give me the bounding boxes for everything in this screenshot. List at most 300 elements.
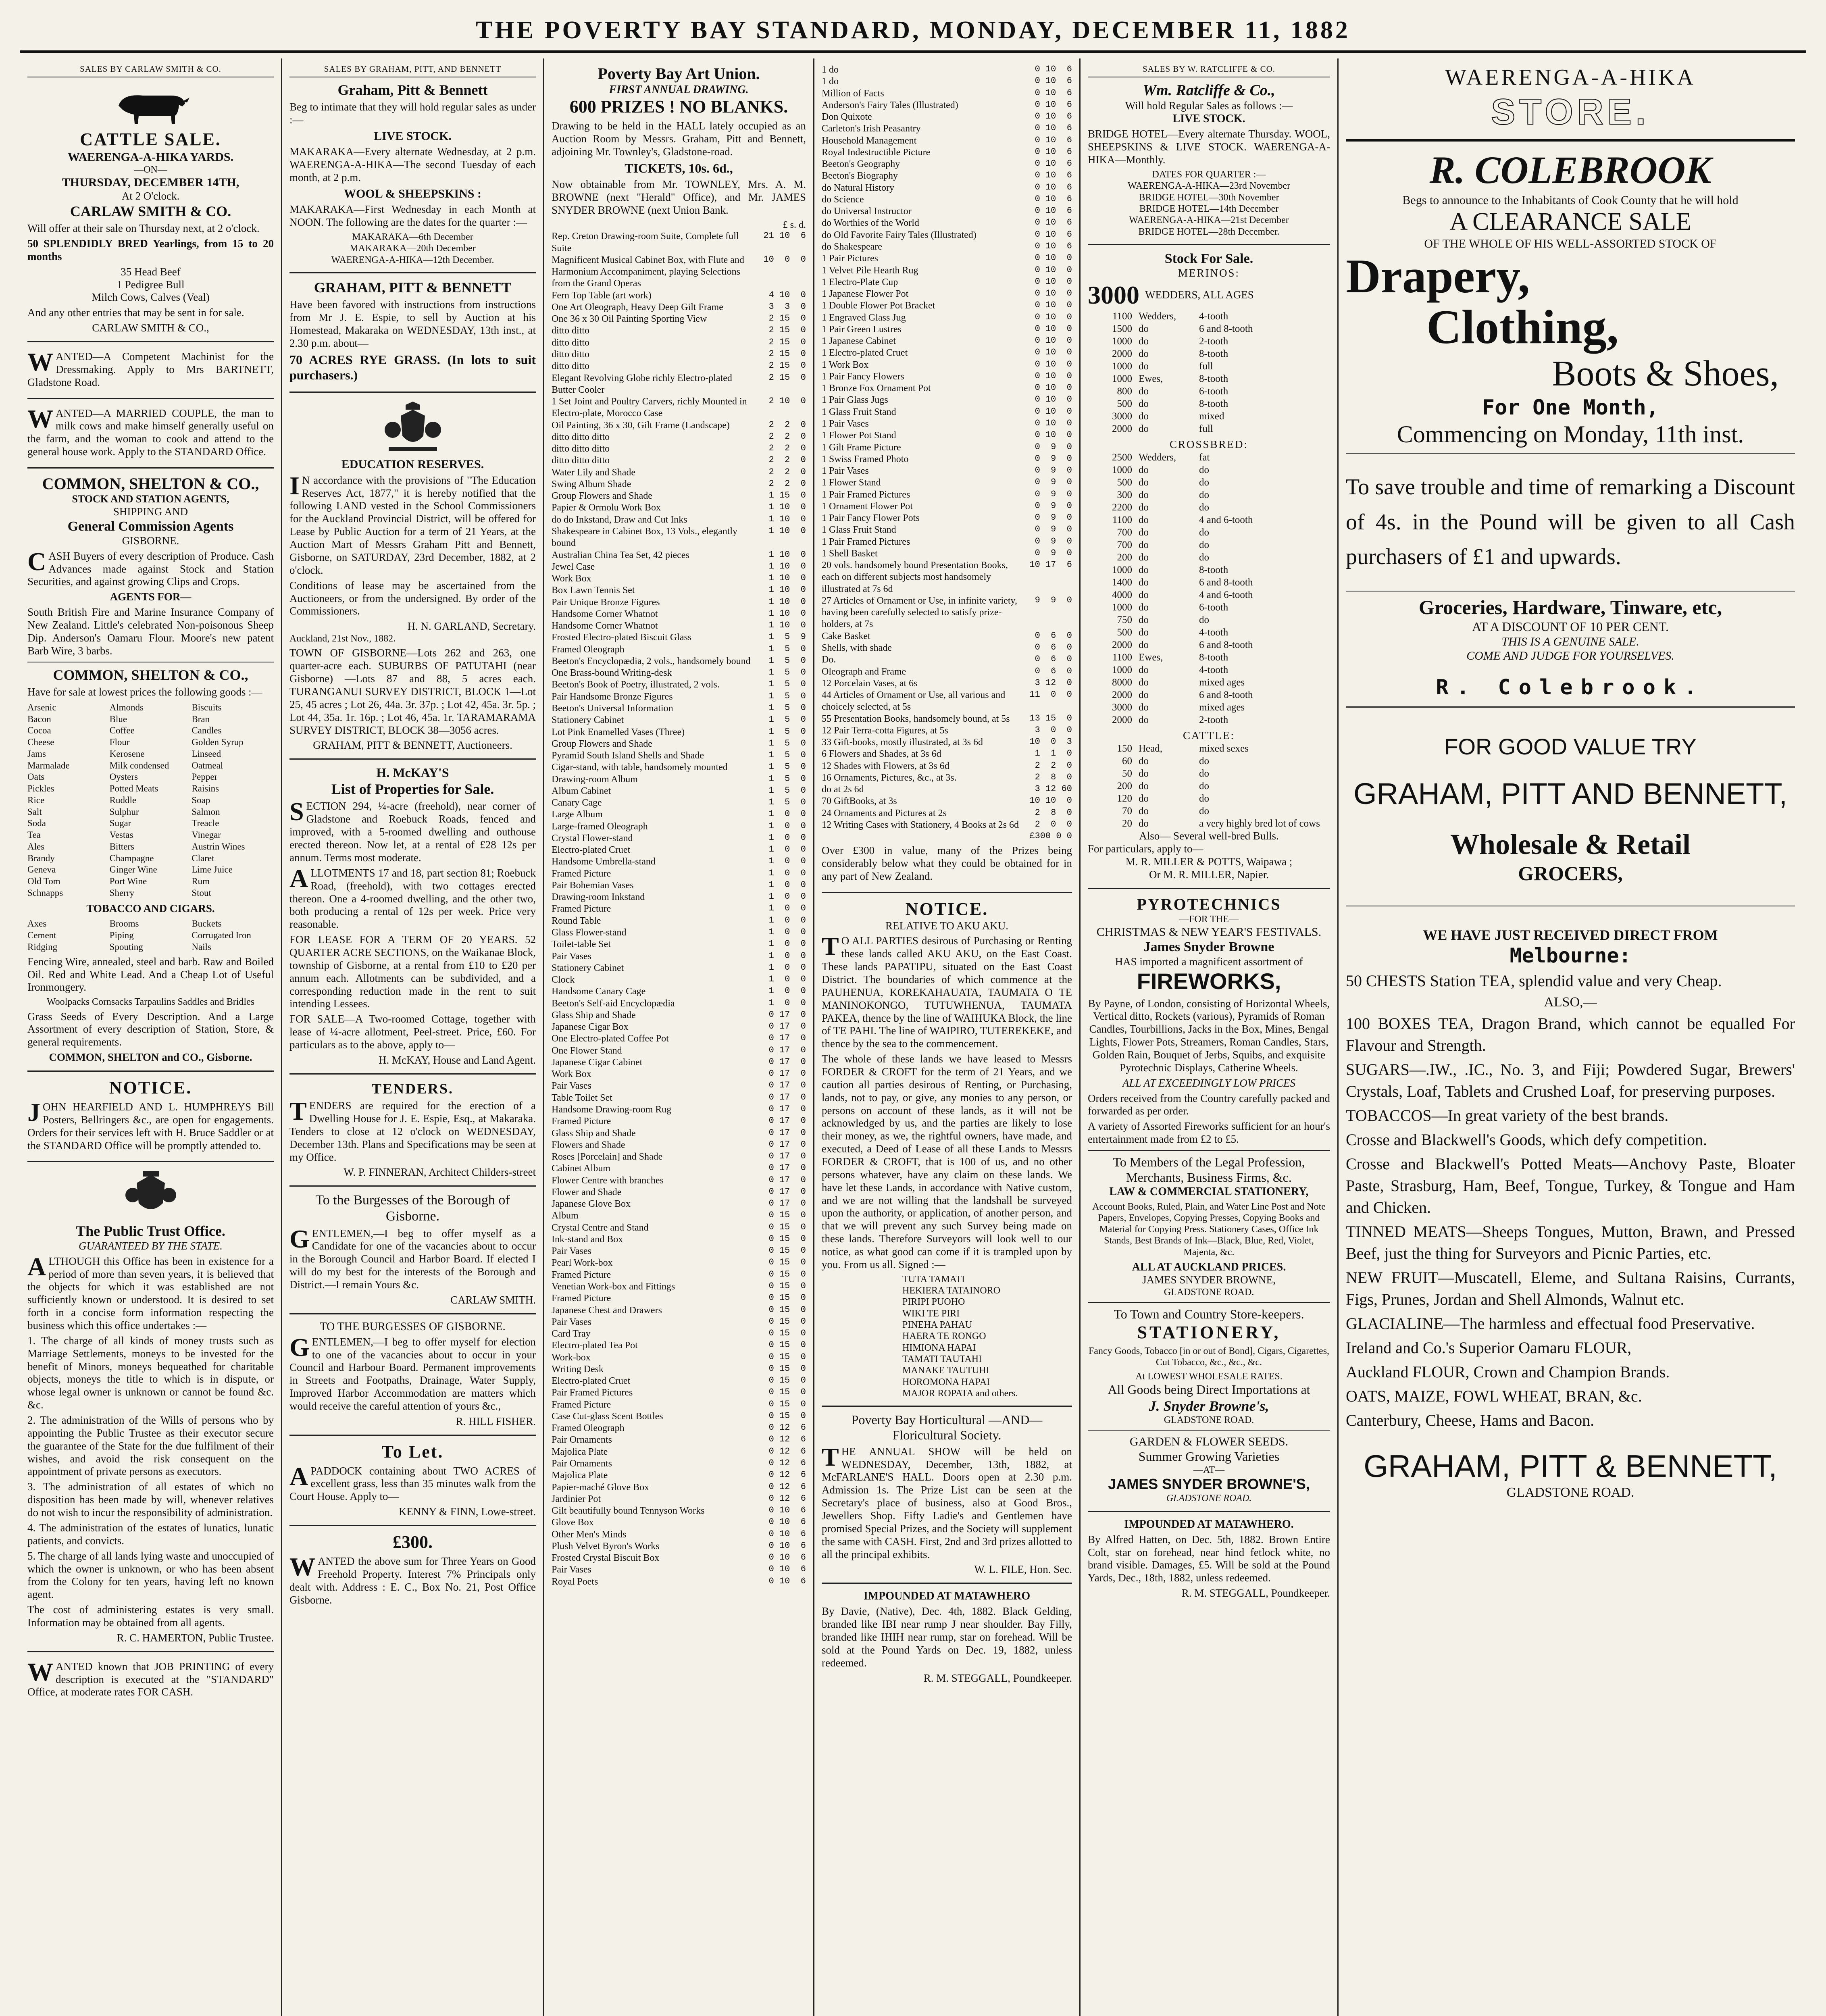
prize-value: 0 10 0: [1029, 300, 1072, 310]
stock-row: [1088, 564, 1330, 576]
goods-item: Stout: [192, 887, 211, 898]
prize-name: Frosted Crystal Biscuit Box: [552, 1553, 660, 1564]
prize-name: One Brass-bound Writing-desk: [552, 668, 672, 679]
burgesses2-ad: [289, 1314, 536, 1436]
prize-name: Electro-plated Cruet: [552, 845, 631, 856]
goods-item: Port Wine: [109, 876, 147, 887]
grocery-item: TOBACCOS—In great variety of the best brands.: [1346, 1106, 1669, 1125]
prize-row: [822, 300, 1072, 312]
prize-value: 10 0 0: [763, 254, 806, 264]
wanted-couple-text: WANTED—A MARRIED COUPLE, the man to milk cows and make himself generally useful on the farm, and the woman to cook and attend to the general house work. Apply to the STANDARD Office.: [27, 404, 274, 458]
ratcliffe-firm: Wm. Ratcliffe & Co.,: [1143, 81, 1275, 99]
prize-row: [552, 679, 806, 691]
live-title: LIVE STOCK.: [1172, 112, 1245, 125]
prize-row: [552, 797, 806, 809]
prize-row: [822, 253, 1072, 264]
prize-name: do Worthies of the World: [822, 218, 919, 229]
ad-tag: SALES BY W. RATCLIFFE & CO.: [1088, 64, 1330, 77]
prize-value: 0 10 6: [763, 1505, 806, 1516]
stock-desc: 2-tooth: [1199, 714, 1228, 726]
prize-row: [822, 595, 1072, 631]
prize-row: [822, 170, 1072, 182]
public-trust-ad: [27, 1162, 274, 1652]
discount: AT A DISCOUNT OF 10 PER CENT.: [1472, 619, 1669, 634]
stock-desc: 6 and 8-tooth: [1199, 323, 1253, 335]
prize-name: 1 Flower Stand: [822, 477, 881, 488]
prize-value: 13 15 0: [1024, 713, 1072, 723]
goods-item: Treacle: [192, 818, 219, 829]
goods-item: Linseed: [192, 748, 221, 759]
grocery-item: GLACIALINE—The harmless and effectual food Preservative.: [1346, 1314, 1755, 1333]
prize-name: 16 Ornaments, Pictures, &c., at 3s.: [822, 772, 957, 783]
stock-kind: do: [1139, 577, 1149, 588]
genuine: THIS IS A GENUINE SALE.: [1501, 635, 1639, 648]
gpb-firm: Graham, Pitt & Bennett: [337, 81, 488, 98]
prize-name: Group Flowers and Shade: [552, 738, 652, 749]
signatory-name: HOROMONA HAPAI: [902, 1377, 990, 1387]
prize-value: 0 10 0: [1029, 276, 1072, 287]
hardware-item: Nails: [192, 941, 211, 952]
prize-value: 1 0 0: [763, 856, 806, 866]
tenders-text: TENDERS are required for the erection of a Dwelling House for J. E. Espie, Esq., at Makaraka. Tenders to close at 12 o'clock on WEDNESDAY, December 13th. Plans and Specifications may be seen at my Office.: [289, 1097, 536, 1163]
prize-row: [552, 1564, 806, 1576]
mckay-p2: ALLOTMENTS 17 and 18, part section 81; Roebuck Road, (freehold), with two cottages erected thereon. One a 4-roomed dwelling, and the other two, both producing a rental of 12s per week. Price very reasonable.: [289, 864, 536, 931]
stock-qty: 50: [1122, 768, 1132, 779]
received: WE HAVE JUST RECEIVED DIRECT FROM: [1423, 927, 1718, 943]
prize-value: 1 0 0: [763, 891, 806, 902]
stock-qty: 3000: [1112, 411, 1132, 422]
big-desc: WEDDERS, ALL AGES: [1145, 288, 1254, 301]
column-3: [544, 58, 814, 2016]
prize-name: Framed Picture: [552, 904, 611, 914]
bull-icon: [27, 81, 274, 126]
signatory-name: MAJOR ROPATA and others.: [902, 1388, 1018, 1399]
prize-name: ditto ditto: [552, 337, 590, 348]
cattle-50: 50 SPLENDIDLY BRED Yearlings, from 15 to 20 months: [27, 237, 274, 262]
prize-name: 6 Flowers and Shades, at 3s 6d: [822, 749, 941, 760]
stock-desc: 4-tooth: [1199, 664, 1228, 676]
prize-name: do Natural History: [822, 182, 894, 193]
ad-tag: SALES BY GRAHAM, PITT, AND BENNETT: [289, 64, 536, 77]
prize-row: [552, 632, 806, 644]
prize-row: [822, 335, 1072, 347]
prize-name: 1 Pair Vases: [822, 418, 869, 429]
prize-value: 0 12 6: [763, 1481, 806, 1492]
stock-row: [1088, 526, 1330, 539]
prize-name: 1 do: [822, 65, 839, 75]
prize-value: 0 6 0: [1029, 630, 1072, 641]
prize-row: [552, 313, 806, 325]
prize-value: 1 10 0: [763, 573, 806, 583]
art-union-sub: FIRST ANNUAL DRAWING.: [609, 83, 749, 96]
stock-kind: do: [1139, 323, 1149, 335]
stock-row: [1088, 576, 1330, 589]
prize-value: 1 0 0: [763, 998, 806, 1008]
cattle-time: At 2 O'clock.: [121, 190, 180, 202]
prize-name: 55 Presentation Books, handsomely bound, at 5s: [822, 713, 1010, 724]
prize-row: [552, 467, 806, 479]
prize-name: Album: [552, 1210, 579, 1221]
prize-name: Shells, with shade: [822, 643, 892, 654]
stock-desc: fat: [1199, 452, 1210, 463]
art-over: Over £300 in value, many of the Prizes being considerably below what they could be obtained for in any part of New Zealand.: [822, 844, 1072, 882]
prize-name: Jardinier Pot: [552, 1493, 601, 1504]
prize-value: 0 9 0: [1029, 524, 1072, 535]
prize-value: 0 10 6: [1029, 229, 1072, 240]
grocery-item: NEW FRUIT—Muscatell, Eleme, and Sultana Raisins, Currants, Figs, Prunes, Jordan and Shell Almonds, Walnut etc.: [1346, 1268, 1795, 1309]
prize-row: [552, 903, 806, 915]
prize-row: [552, 1257, 806, 1269]
prize-name: 1 Gilt Frame Picture: [822, 442, 901, 453]
prize-row: [552, 1541, 806, 1552]
prize-value: 1 10 0: [763, 514, 806, 524]
columns: [20, 58, 1806, 2016]
prize-row: [822, 713, 1072, 725]
prize-name: 1 Bronze Fox Ornament Pot: [822, 383, 931, 394]
prize-value: 0 9 0: [1029, 512, 1072, 523]
clearance-sale: A CLEARANCE SALE: [1449, 208, 1691, 235]
prize-value: 4 10 0: [763, 289, 806, 300]
stock-kind: do: [1139, 411, 1149, 422]
edu-text: IN accordance with the provisions of "The Education Reserves Act, 1877," it is hereby notified that the following LAND vested in the School Commissioners for the Auckland Provincial District, will be offered for Lease by Public Auction for a term of 21 Years, at the Auction Mart of Messrs Graham Pitt and Bennett, Gisborne, on SATURDAY, 23rd December, 1882, at 2 o'clock.: [289, 471, 536, 576]
art-union-title: Poverty Bay Art Union.: [598, 65, 760, 83]
grocery-item: Crosse and Blackwell's Goods, which defy competition.: [1346, 1131, 1707, 1149]
prize-name: ditto ditto ditto: [552, 455, 610, 466]
whole-stock: OF THE WHOLE OF HIS WELL-ASSORTED STOCK OF: [1424, 237, 1717, 251]
edu-sign: H. N. GARLAND, Secretary.: [407, 620, 536, 633]
stock-qty: 1000: [1112, 664, 1132, 676]
hort-text: THE ANNUAL SHOW will be held on WEDNESDAY, December, 13th, 1882, at McFARLANE'S HALL. Doors open at 2.30 p.m. Admission 1s. The Prize List can be seen at the Secretary's place of business, also at Good Bros., Jewellers Shop. Fifty Ladie's and Gentlemen have promised Special Prizes, and the Society will supplement the same with CASH. First, 2nd and 3rd prizes allotted to all the principal exhibits.: [822, 1442, 1072, 1560]
prize-value: 3 0 0: [1029, 725, 1072, 735]
prize-row: [552, 1139, 806, 1151]
tolet-sign: KENNY & FINN, Lowe-street.: [398, 1506, 536, 1518]
prize-value: 0 17 0: [763, 1045, 806, 1055]
prize-name: Pair Vases: [552, 951, 591, 962]
prize-name: 1 Shell Basket: [822, 548, 878, 559]
common-sub3: General Commission Agents: [67, 519, 234, 534]
prize-row: [552, 1470, 806, 1481]
prize-name: Handsome Drawing-room Rug: [552, 1104, 672, 1115]
prize-value: 1 0 0: [763, 974, 806, 985]
prize-row: [552, 809, 806, 821]
stock-row: [1088, 323, 1330, 335]
stock-desc: 8-tooth: [1199, 398, 1228, 410]
prize-value: 1 0 0: [763, 986, 806, 996]
goods-item: Champagne: [109, 853, 154, 863]
stock-qty: 2000: [1112, 348, 1132, 360]
prize-value: 1 10 0: [763, 585, 806, 595]
jsb2: JAMES SNYDER BROWNE,: [1142, 1274, 1276, 1286]
cattle-title: CATTLE SALE.: [80, 129, 221, 149]
signatory-name: HEKIERA TATAINORO: [902, 1285, 1001, 1296]
prize-name: 12 Porcelain Vases, at 6s: [822, 678, 918, 689]
cattle-note: Also— Several well-bred Bulls.: [1139, 830, 1279, 842]
hardware-item: Brooms: [109, 918, 139, 929]
stock-row: [1088, 714, 1330, 726]
goods-item: Brandy: [27, 853, 55, 863]
goods-item: Sherry: [109, 887, 134, 898]
edu-title: EDUCATION RESERVES.: [341, 458, 484, 471]
prize-value: 0 17 0: [763, 1021, 806, 1032]
wanted-machinist-ad: [27, 342, 274, 399]
prize-row: [552, 844, 806, 856]
cattle-sale-ad: [27, 58, 274, 342]
prize-name: Stationery Cabinet: [552, 715, 624, 726]
stock-kind: do: [1139, 477, 1149, 488]
hardware-item: Piping: [109, 930, 134, 941]
prize-name: Framed Oleograph: [552, 1423, 625, 1434]
stock-desc: mixed ages: [1199, 702, 1245, 713]
signatory-name: HAERA TE RONGO: [902, 1331, 986, 1342]
grocery-item: OATS, MAIZE, FOWL WHEAT, BRAN, &c.: [1346, 1387, 1642, 1406]
stock-desc: 6-tooth: [1199, 602, 1228, 613]
stock-desc: do: [1199, 614, 1209, 626]
agents-text: South British Fire and Marine Insurance Company of New Zealand. Little's celebrated Non-poisonous Sheep Dip. Anderson's Oamaru Flour. Moore's new patent Barb Wire, 3 barbs.: [27, 606, 274, 657]
prize-name: Gilt beautifully bound Tennyson Works: [552, 1506, 705, 1516]
prize-row: [822, 265, 1072, 277]
stock-kind: do: [1139, 489, 1149, 501]
prize-value: 0 17 0: [763, 1116, 806, 1126]
prize-value: 0 6 0: [1029, 654, 1072, 664]
prize-name: [822, 831, 1024, 842]
prize-name: Royal Poets: [552, 1576, 598, 1587]
gpb-footer: GRAHAM, PITT & BENNETT,: [1364, 1448, 1777, 1484]
prize-row: [822, 394, 1072, 406]
prize-value: 0 10 6: [1029, 76, 1072, 86]
prize-row: [552, 1552, 806, 1564]
stock-row: [1088, 373, 1330, 385]
lowest: At LOWEST WHOLESALE RATES.: [1135, 1371, 1283, 1382]
imp-title: IMPOUNDED AT MATAWHERO: [863, 1590, 1031, 1603]
prize-row: [552, 774, 806, 785]
stock-qty: 70: [1122, 806, 1132, 817]
prize-value: 1 5 0: [763, 655, 806, 666]
stock-qty: 1000: [1112, 464, 1132, 476]
prize-name: Shakespeare in Cabinet Box, 13 Vols., elegantly bound: [552, 526, 738, 549]
horticultural-ad: [822, 1407, 1072, 1584]
orders: Orders received from the Country carefully packed and forwarded as per order.: [1088, 1092, 1330, 1117]
notice-title: NOTICE.: [109, 1078, 192, 1098]
prize-row: [822, 406, 1072, 418]
prize-value: 0 15 0: [763, 1387, 806, 1397]
crest-icon: [27, 1171, 274, 1219]
prize-name: Work-box: [552, 1352, 591, 1363]
goods-item: Jams: [27, 748, 46, 759]
stock-qty: 2200: [1112, 502, 1132, 513]
rye-grass-ad: [289, 273, 536, 393]
prize-name: 1 Electro-Plate Cup: [822, 277, 898, 287]
prize-value: 1 0 0: [763, 868, 806, 878]
prize-name: Household Management: [822, 135, 917, 146]
stock-kind: do: [1139, 386, 1149, 397]
stock-qty: 2500: [1112, 452, 1132, 463]
goods-item: Tea: [27, 830, 41, 840]
prize-row: [822, 454, 1072, 465]
prize-value: 2 2 0: [763, 443, 806, 454]
prize-row: [552, 667, 806, 679]
goods-item: Candles: [192, 725, 222, 736]
stock-qty: 2000: [1112, 423, 1132, 435]
prize-value: 0 10 6: [1029, 99, 1072, 110]
stock-desc: do: [1199, 806, 1209, 817]
mckay-p1: SECTION 294, ¼-acre (freehold), near corner of Gladstone and Roebuck Roads, fenced and improved, with a 5-roomed dwelling and outhouse erected thereon. Now let, at a rental of £28 12s per annum. Terms most moderate.: [289, 797, 536, 864]
stock-qty: 700: [1117, 539, 1132, 551]
prize-value: 2 2 0: [763, 419, 806, 430]
prize-row: [552, 1281, 806, 1293]
goods-item: Blue: [109, 714, 127, 724]
prize-value: 0 12 6: [763, 1470, 806, 1480]
imp2-sign: R. M. STEGGALL, Poundkeeper.: [1181, 1587, 1330, 1599]
stock-row: [1088, 360, 1330, 373]
stock-qty: 150: [1117, 743, 1132, 754]
prize-name: One Flower Stand: [552, 1045, 622, 1056]
prize-name: 1 Pair Glass Jugs: [822, 395, 888, 406]
seeds: GARDEN & FLOWER SEEDS.: [1129, 1435, 1289, 1449]
prize-row: [552, 514, 806, 526]
stock-qty: 1000: [1112, 361, 1132, 372]
stock-kind: do: [1139, 677, 1149, 688]
stock-row: [1088, 385, 1330, 398]
prize-row: [552, 1151, 806, 1163]
prize-name: Framed Picture: [552, 1269, 611, 1280]
prize-row: [552, 951, 806, 962]
prize-row: [552, 856, 806, 868]
stock-qty: 120: [1117, 793, 1132, 804]
prize-value: 0 10 6: [1029, 170, 1072, 181]
stock-kind: do: [1139, 818, 1149, 829]
stock-row: [1088, 805, 1330, 817]
store-title2: STORE.: [1491, 92, 1650, 133]
prize-value: 1 1 0: [1029, 748, 1072, 759]
prize-name: Framed Picture: [552, 868, 611, 879]
stock-kind: do: [1139, 664, 1149, 676]
prize-name: 1 Pair Framed Pictures: [822, 489, 910, 500]
prize-name: Drawing-room Album: [552, 774, 638, 785]
stock-desc: 8-tooth: [1199, 373, 1228, 385]
goods-item: Almonds: [109, 702, 144, 712]
stock-desc: mixed sexes: [1199, 743, 1249, 754]
stock-kind: do: [1139, 639, 1149, 651]
prize-value: 0 15 0: [763, 1222, 806, 1232]
stock-kind: do: [1139, 361, 1149, 372]
wool-text: MAKARAKA—First Wednesday in each Month at NOON. The following are the dates for the quarter :—: [289, 203, 536, 229]
prize-name: 1 Pair Vases: [822, 466, 869, 477]
stock-kind: do: [1139, 781, 1149, 792]
stock-qty: 1000: [1112, 602, 1132, 613]
prize-row: [822, 748, 1072, 760]
prize-row: [822, 666, 1072, 678]
prize-row: [822, 158, 1072, 170]
prize-row: [552, 974, 806, 986]
prize-name: Pair Bohemian Vases: [552, 880, 634, 891]
prize-name: Pair Framed Pictures: [552, 1387, 633, 1398]
stock-row: [1088, 614, 1330, 626]
mckay-p4: FOR SALE—A Two-roomed Cottage, together with lease of ¼-acre allotment, Peel-street. Price, £60. For particulars as to the above, apply to—: [289, 1013, 536, 1051]
goods-item: Oatmeal: [192, 760, 223, 771]
stock-row: [1088, 767, 1330, 780]
prize-value: 1 0 0: [763, 821, 806, 831]
prize-name: One Art Oleograph, Heavy Deep Gilt Frame: [552, 302, 723, 312]
prize-name: 24 Ornaments and Pictures at 2s: [822, 808, 947, 818]
stock-kind: do: [1139, 564, 1149, 576]
prize-row: [552, 1576, 806, 1588]
wholesale: Wholesale & Retail: [1450, 828, 1691, 861]
tickets-text: Now obtainable from Mr. TOWNLEY, Mrs. A. M. BROWNE (next "Herald" Office), and Mr. JAMES SNYDER BROWNE (next Union Bank.: [552, 178, 806, 217]
art-union-ad: [552, 58, 806, 1594]
prize-value: 0 15 0: [763, 1245, 806, 1256]
prize-name: Box Lawn Tennis Set: [552, 585, 635, 596]
prize-name: Australian China Tea Set, 42 pieces: [552, 550, 689, 560]
prize-row: [822, 206, 1072, 217]
stock-qty: 1100: [1112, 514, 1132, 526]
prize-row: [822, 477, 1072, 489]
prize-name: 12 Pair Terra-cotta Figures, at 5s: [822, 725, 948, 736]
trust-p6: 5. The charge of all lands lying waste and unoccupied of which the owner is unknown, or who has been absent from the Colony for ten years, having left no known agent.: [27, 1549, 274, 1601]
prize-value: 0 10 6: [1029, 217, 1072, 228]
prize-row: [822, 631, 1072, 642]
prize-name: Electro-plated Tea Pot: [552, 1340, 638, 1351]
prize-name: Ink-stand and Box: [552, 1234, 623, 1245]
ratcliffe-intro: Will hold Regular Sales as follows :—: [1125, 99, 1293, 112]
prize-name: Beeton's Book of Poetry, illustrated, 2 vols.: [552, 679, 720, 690]
stock-desc: 4-tooth: [1199, 311, 1228, 322]
prize-list-continued: [822, 64, 1072, 842]
grocery-item: Auckland FLOUR, Crown and Champion Brands.: [1346, 1363, 1670, 1381]
prize-row: [822, 831, 1072, 842]
live-stock-title: LIVE STOCK.: [374, 129, 452, 143]
common-shelton-ad: [27, 469, 274, 1072]
prize-name: Other Men's Minds: [552, 1529, 627, 1540]
prize-value: 0 9 0: [1029, 453, 1072, 464]
prize-name: Handsome Canary Cage: [552, 986, 646, 997]
big-number: 3000: [1088, 280, 1139, 309]
direct: All Goods being Direct Importations at: [1108, 1382, 1310, 1397]
prize-name: Don Quixote: [822, 112, 872, 123]
prize-row: [552, 703, 806, 714]
jsb3: J. Snyder Browne's,: [1149, 1397, 1269, 1414]
prize-row: [552, 1422, 806, 1434]
prize-row: [822, 689, 1072, 713]
prize-row: [822, 418, 1072, 430]
stock-title: Stock For Sale.: [1164, 251, 1253, 266]
notice-text: JOHN HEARFIELD AND L. HUMPHREYS Bill Posters, Bellringers &c., are open for engagements. Orders for their services left with H. Bruce Saddler or at the STANDARD Office will be promptly attended to.: [27, 1098, 274, 1152]
mckay-p3: FOR LEASE FOR A TERM OF 20 YEARS. 52 QUARTER ACRE SECTIONS, on the Waikanae Block, township of Gisborne, at a rental from £10 to £20 per annum each. Allotments can be subdivided, and a corresponding reduction made in the rent to suit intending Lessees.: [289, 933, 536, 1010]
prize-value: 0 17 0: [763, 1009, 806, 1020]
stock-kind: do: [1139, 702, 1149, 713]
prize-row: [552, 1293, 806, 1304]
stock-kind: do: [1139, 423, 1149, 435]
stock-kind: do: [1139, 756, 1149, 767]
prize-name: Large-framed Oleograph: [552, 821, 648, 832]
prize-row: [552, 1411, 806, 1422]
column-5: [1081, 58, 1339, 2016]
cattle-place: WAERENGA-A-HIKA YARDS.: [67, 150, 234, 164]
prize-row: [822, 217, 1072, 229]
goods-item: Flour: [109, 737, 130, 748]
prize-value: 0 10 6: [1029, 87, 1072, 98]
prize-name: Glass Flower-stand: [552, 927, 627, 938]
prize-row: [552, 1187, 806, 1198]
prize-name: Canary Cage: [552, 798, 602, 808]
stock-kind: Ewes,: [1139, 652, 1163, 663]
prize-row: [552, 880, 806, 891]
stock-qty: 1000: [1112, 336, 1132, 347]
prize-name: One 36 x 30 Oil Painting Sporting View: [552, 314, 707, 325]
prize-row: [552, 1316, 806, 1328]
goods-item: Bitters: [109, 841, 134, 852]
prize-row: [552, 502, 806, 514]
prize-value: 0 15 0: [763, 1281, 806, 1291]
